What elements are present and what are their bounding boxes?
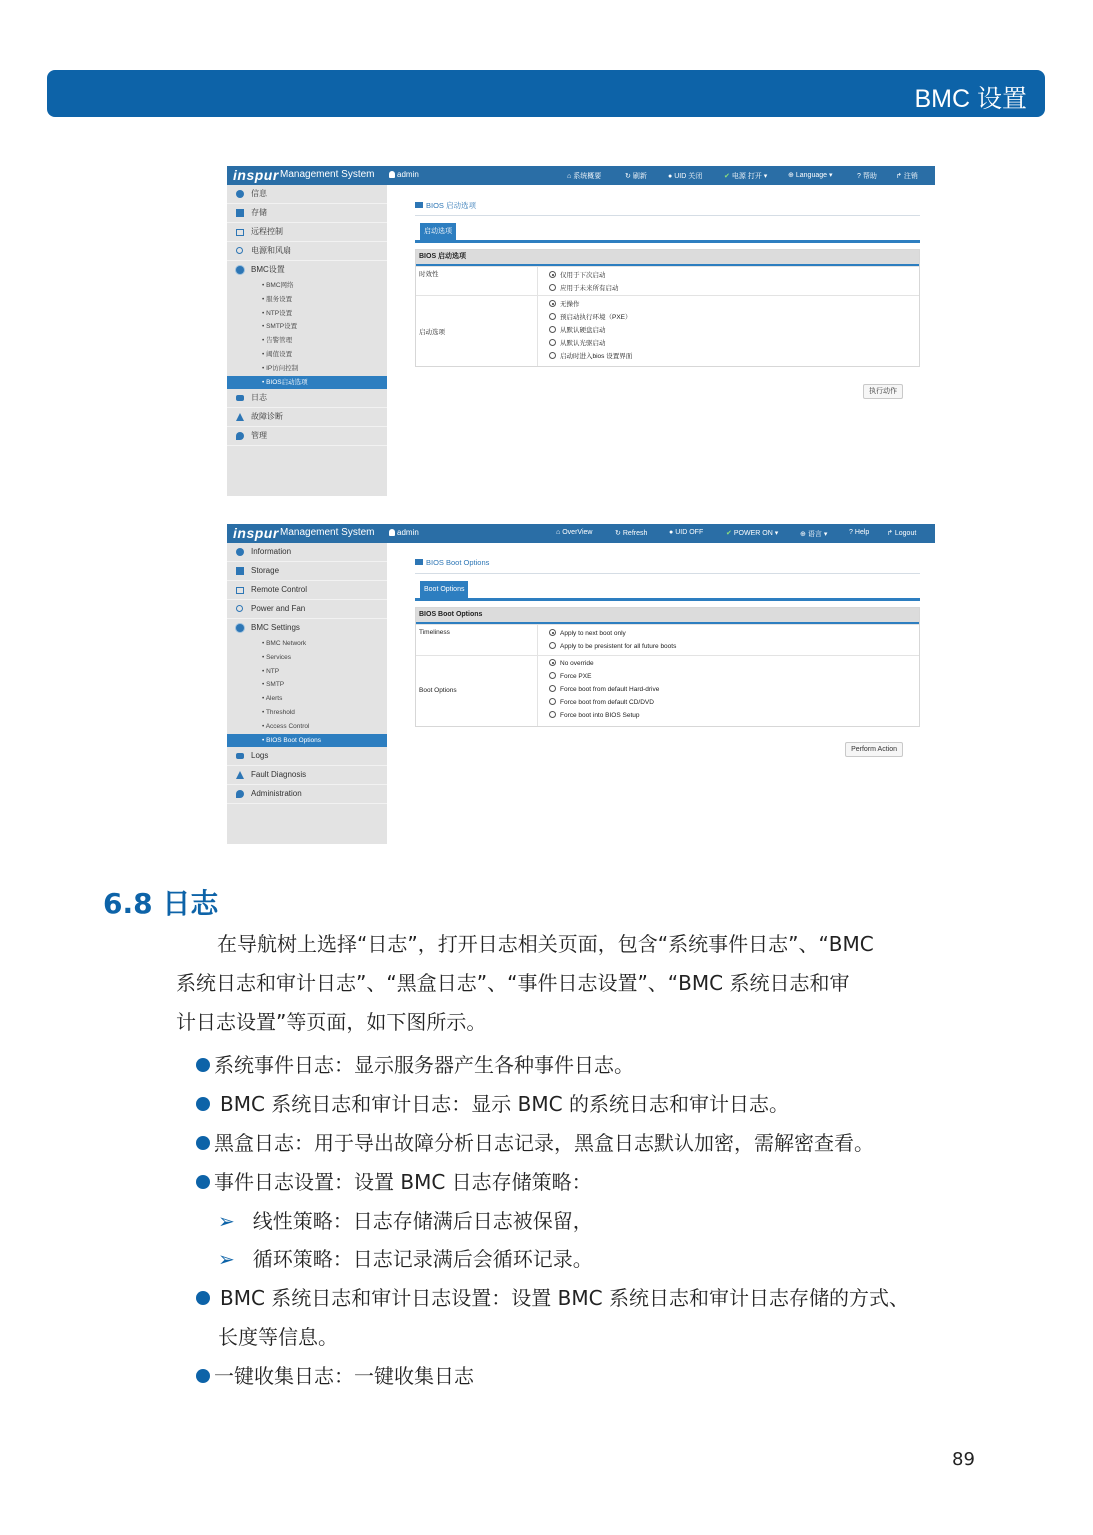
radio-option[interactable]: 仅用于下次启动 [549,270,606,279]
radio-option[interactable]: 应用于未来所有启动 [549,283,619,292]
row-label: 启动选项 [419,329,445,336]
uid-icon: ● [668,173,673,180]
breadcrumb: BIOS Boot Options [415,558,489,567]
gear-icon [236,624,244,632]
bullet-item: 事件日志设置：设置 BMC 日志存储策略： [196,1166,592,1195]
power-icon [236,605,243,612]
user-menu[interactable]: admin [389,528,419,537]
nav-overview[interactable]: ⌂ OverView [556,529,593,536]
bullet-continuation: 长度等信息。 [218,1325,338,1349]
radio-option[interactable]: Force PXE [549,672,591,680]
screenshot-en [227,524,935,844]
bullet-icon [196,1369,210,1383]
sidebar-sub-network[interactable]: • BMC网络 [262,282,294,289]
sidebar-item-bmc[interactable]: BMC Settings [227,619,387,637]
radio-option[interactable]: 从默认硬盘启动 [549,325,606,334]
bullet-item: 一键收集日志：一键收集日志 [196,1360,474,1389]
sidebar-item-storage[interactable]: Storage [227,562,387,581]
chat-icon [236,395,244,401]
sidebar-item-storage[interactable]: 存储 [227,204,387,223]
chat-icon [236,753,244,759]
user-icon [389,529,395,536]
radio-option[interactable]: Force boot from default Hard-drive [549,685,659,693]
tab-boot-options[interactable]: 启动选项 [420,223,456,240]
user-icon [389,171,395,178]
sidebar-sub-threshold[interactable]: • 阈值设置 [262,350,293,358]
logo: inspur [233,167,279,183]
chapter-banner [47,70,1045,117]
bullet-icon [196,1097,210,1111]
sidebar-item-power[interactable]: 电源和风扇 [227,242,387,261]
sidebar-item-remote[interactable]: Remote Control [227,581,387,600]
top-bar [227,166,935,185]
sidebar-sub-access[interactable]: • IP访问控制 [262,364,299,372]
sidebar-item-logs[interactable]: 日志 [227,389,387,408]
sidebar-item-remote[interactable]: 远程控制 [227,223,387,242]
sidebar-sub-alerts[interactable]: • 告警管理 [262,337,293,345]
sidebar [227,185,387,496]
home-icon: ⌂ [567,173,572,180]
sidebar-sub-bios[interactable]: • BIOS启动选项 [227,376,387,390]
check-icon: ✔ [726,530,732,537]
options-table [415,249,920,367]
power-icon [236,247,243,254]
help-icon: ? [849,529,853,536]
row-label: Timeliness [419,629,450,636]
sub-bullet-item: ➢ 循环策略：日志记录满后会循环记录。 [218,1247,593,1271]
uid-icon: ● [669,529,674,536]
breadcrumb: BIOS 启动选项 [415,200,476,211]
sidebar-item-fault[interactable]: 故障诊断 [227,408,387,427]
storage-icon [236,567,244,575]
radio-option[interactable]: Force boot from default CD/DVD [549,698,654,706]
sidebar-sub-threshold[interactable]: • Threshold [262,708,295,716]
page-number: 89 [952,1449,975,1470]
radio-option[interactable]: 无操作 [549,299,580,308]
app-name: Management System [280,169,375,180]
home-icon: ⌂ [556,529,561,536]
table-title: BIOS Boot Options [416,608,919,624]
perform-action-button[interactable]: Perform Action [845,742,903,757]
refresh-icon: ↻ [615,530,621,537]
nav-help[interactable]: ? Help [849,529,870,536]
tab-boot-options[interactable]: Boot Options [420,581,468,598]
logout-icon: ↱ [887,530,893,537]
sidebar-sub-access[interactable]: • Access Control [262,722,310,730]
nav-logout[interactable]: ↱ Logout [887,530,917,537]
gear-icon [236,266,244,274]
intro-line: 计日志设置”等页面，如下图所示。 [176,1010,487,1034]
admin-icon [236,432,244,440]
nav-logout[interactable]: ↱ 注销 [896,173,918,180]
bullet-icon [196,1136,210,1150]
bullet-icon [196,1291,210,1305]
radio-option[interactable]: No override [549,659,594,667]
sidebar-item-admin[interactable]: Administration [227,785,387,804]
admin-icon [236,790,244,798]
row-label: Boot Options [419,687,457,694]
bullet-icon [196,1175,210,1189]
bullet-item: 黑盒日志：用于导出故障分析日志记录，黑盒日志默认加密，需解密查看。 [196,1127,874,1156]
user-menu[interactable]: admin [389,170,419,179]
sidebar-sub-services[interactable]: • Services [262,653,292,661]
sidebar-item-info[interactable]: 信息 [227,185,387,204]
row-label: 时效性 [419,271,439,278]
sidebar-sub-smtp[interactable]: • SMTP [262,681,285,689]
nav-refresh[interactable]: ↻ Refresh [615,530,648,537]
nav-refresh[interactable]: ↻ 刷新 [625,173,647,180]
options-table [415,607,920,727]
bullet-item: BMC 系统日志和审计日志：显示 BMC 的系统日志和审计日志。 [196,1088,789,1117]
monitor-icon [236,587,244,594]
section-heading: 6.8 日志 [103,887,219,920]
sidebar-sub-network[interactable]: • BMC Network [262,640,307,647]
info-icon [236,190,244,198]
bullet-item: BMC 系统日志和审计日志设置：设置 BMC 系统日志和审计日志存储的方式、 [196,1282,909,1311]
check-icon: ✔ [724,173,730,180]
help-icon: ? [857,173,861,180]
nav-uid[interactable]: ● UID OFF [669,529,704,536]
sidebar-sub-bios[interactable]: • BIOS Boot Options [227,734,387,748]
storage-icon [236,209,244,217]
bullet-item: 系统事件日志：显示服务器产生各种事件日志。 [196,1049,634,1078]
sub-bullet-item: ➢ 线性策略：日志存储满后日志被保留， [218,1209,593,1233]
radio-option[interactable]: 启动时进入bios 设置界面 [549,351,632,360]
chapter-title: BMC 设置 [914,85,1027,113]
intro-line: 系统日志和审计日志”、“黑盒日志”、“事件日志设置”、“BMC 系统日志和审 [176,971,850,995]
nav-power[interactable]: ✔ 电源 打开 ▾ [724,173,768,180]
sidebar-item-admin[interactable]: 管理 [227,427,387,446]
sidebar-sub-alerts[interactable]: • Alerts [262,695,283,703]
grid-icon [415,202,423,208]
refresh-icon: ↻ [625,173,631,180]
sidebar-item-fault[interactable]: Fault Diagnosis [227,766,387,785]
sidebar-sub-smtp[interactable]: • SMTP设置 [262,323,298,331]
nav-help[interactable]: ? 帮助 [857,173,877,180]
screenshot-cn [227,166,935,496]
radio-option[interactable]: 从默认光驱启动 [549,338,606,347]
table-title: BIOS 启动选项 [416,250,919,266]
arrow-right-icon: ➢ [218,1209,235,1233]
sidebar-item-power[interactable]: Power and Fan [227,600,387,619]
nav-language[interactable]: ⊕ 语言 ▾ [800,531,828,538]
monitor-icon [236,229,244,236]
globe-icon: ⊕ [788,172,794,179]
warning-icon [236,413,244,421]
nav-power[interactable]: ✔ POWER ON ▾ [726,530,779,537]
grid-icon [415,559,423,565]
globe-icon: ⊕ [800,531,806,538]
intro-line: 在导航树上选择“日志”，打开日志相关页面，包含“系统事件日志”、“BMC [217,932,874,956]
bullet-icon [196,1058,210,1072]
arrow-right-icon: ➢ [218,1247,235,1271]
sidebar-item-logs[interactable]: Logs [227,747,387,766]
sidebar-sub-services[interactable]: • 服务设置 [262,295,293,303]
sidebar-item-info[interactable]: Information [227,543,387,562]
nav-uid[interactable]: ● UID 关闭 [668,173,703,180]
nav-overview[interactable]: ⌂ 系统概要 [567,173,602,180]
nav-language[interactable]: ⊕ Language ▾ [788,172,833,179]
radio-option[interactable]: Force boot into BIOS Setup [549,711,640,719]
warning-icon [236,771,244,779]
intro-paragraph [176,925,996,1042]
radio-option[interactable]: Apply to next boot only [549,629,626,637]
info-icon [236,548,244,556]
radio-option[interactable]: Apply to be presistent for all future boots [549,642,676,650]
perform-action-button[interactable]: 执行动作 [863,384,903,399]
logo: inspur [233,525,279,541]
sidebar [227,543,387,844]
top-bar [227,524,935,543]
logout-icon: ↱ [896,173,902,180]
sidebar-sub-ntp[interactable]: • NTP设置 [262,309,293,317]
sidebar-sub-ntp[interactable]: • NTP [262,667,280,675]
sidebar-item-bmc[interactable]: BMC设置 [227,261,387,279]
radio-option[interactable]: 预启动执行环境（PXE） [549,312,632,321]
app-name: Management System [280,527,375,538]
